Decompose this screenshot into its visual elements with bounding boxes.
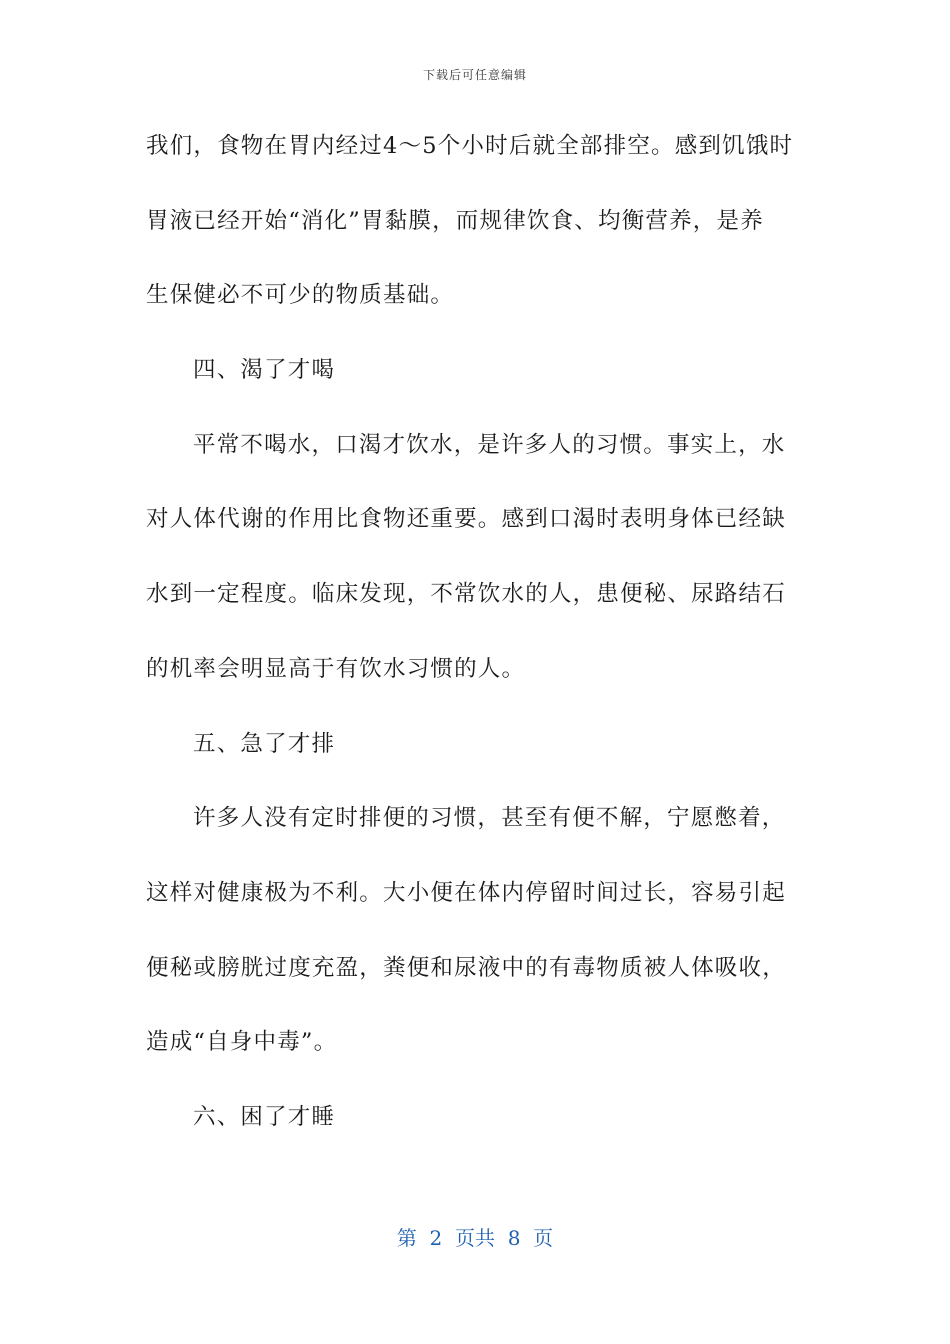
paragraph-line: 造成“自身中毒”。 <box>146 1029 338 1056</box>
page-number-footer: 第 2 页共 8 页 <box>396 1226 554 1250</box>
paragraph-line: 平常不喝水，口渴才饮水，是许多人的习惯。事实上，水 <box>193 431 786 458</box>
page-header-note: 下载后可任意编辑 <box>422 68 527 82</box>
paragraph-line: 对人体代谢的作用比食物还重要。感到口渴时表明身体已经缺 <box>146 506 786 533</box>
paragraph-line: 的机率会明显高于有饮水习惯的人。 <box>146 655 526 682</box>
paragraph-line: 胃液已经开始“消化”胃黏膜，而规律饮食、均衡营养，是养 <box>146 207 764 234</box>
paragraph-line: 水到一定程度。临床发现，不常饮水的人，患便秘、尿路结石 <box>146 581 786 608</box>
section-heading: 六、困了才睡 <box>193 1103 336 1130</box>
paragraph-line: 这样对健康极为不利。大小便在体内停留时间过长，容易引起 <box>146 879 786 906</box>
section-heading: 五、急了才排 <box>193 730 336 757</box>
section-heading: 四、渴了才喝 <box>193 357 336 384</box>
paragraph-line: 许多人没有定时排便的习惯，甚至有便不解，宁愿憋着， <box>193 805 786 832</box>
paragraph-line: 便秘或膀胱过度充盈，粪便和尿液中的有毒物质被人体吸收， <box>146 954 786 981</box>
paragraph-line: 生保健必不可少的物质基础。 <box>146 282 455 309</box>
document-body <box>146 126 806 1172</box>
paragraph-line: 我们，食物在胃内经过4～5个小时后就全部排空。感到饥饿时 <box>146 133 794 159</box>
